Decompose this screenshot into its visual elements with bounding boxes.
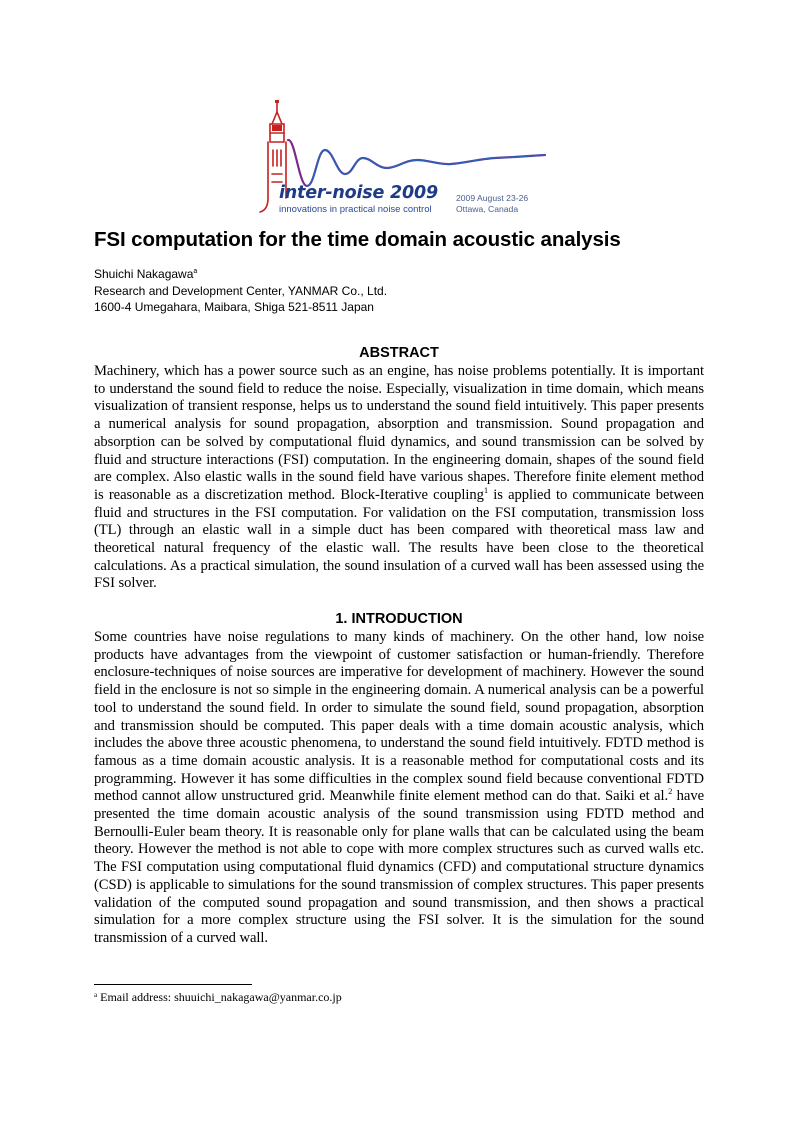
reference-2: 2 — [668, 786, 673, 797]
abstract-text — [94, 363, 704, 593]
conference-location: Ottawa, Canada — [456, 204, 519, 214]
author-line — [94, 266, 387, 283]
author-address: 1600-4 Umegahara, Maibara, Shiga 521-8511 Japan — [94, 300, 374, 314]
author-block — [94, 266, 387, 316]
footnote — [94, 990, 342, 1005]
footnote-mark: a — [94, 991, 98, 999]
abstract-text-part-1: Machinery, which has a power source such as an engine, has noise problems potentially. It is important to understand the sound field to reduce the noise. Especially, visualization in time domain, which means visualization of transient response, helps us to understand the sound field intuitively. This paper presents a numerical analysis for sound propagation, absorption and transmission. Sound propagation and absorption can be solved by computational fluid dynamics, and sound transmission can be solved by fluid and structure interactions (FSI) computation. In the engineering domain, shapes of the sound field are complex. Also elastic walls in the sound field have various shapes. Therefore finite element method is reasonable as a discretization method. Block-Iterative coupling — [94, 363, 704, 503]
paper-title: FSI computation for the time domain acoustic analysis — [94, 228, 621, 251]
reference-1: 1 — [483, 484, 489, 495]
abstract-text-part-2: is applied to communicate between fluid and structures in the FSI computation. For validation on the FSI computation, transmission loss (TL) through an elastic wall in a simple duct has been compared with theoretical mass law and theoretical natural frequency of the elastic wall. The results have been close to the theoretical calculations. As a practical simulation, the sound insulation of a curved wall has been assessed using the FSI solver. — [94, 486, 704, 592]
author-name: Shuichi Nakagawa — [94, 267, 194, 281]
introduction-text-part-1: Some countries have noise regulations to many kinds of machinery. On the other hand, low noise products have advantages from the viewpoint of customer satisfaction or human-friendly. Therefore enclosure-techniques of noise sources are imperative for development of machinery. However the sound field in the enclosure is not so simple in the engineering domain. A numerical analysis can be a powerful tool to understand the sound field. In order to simulate the sound field, sound propagation, absorption and transmission should be computed. This paper deals with a time domain acoustic analysis, which includes the above three acoustic phenomena, to understand the sound field intuitively. FDTD method is famous as a time domain acoustic analysis. It is a reasonable method for computational costs and its programming. However it has some difficulties in the complex sound field because conventional FDTD method cannot allow unstructured grid. Meanwhile finite element method can do that. Saiki et al. — [94, 629, 704, 805]
introduction-text — [94, 629, 704, 948]
author-footnote-mark: a — [193, 268, 198, 275]
conference-date: 2009 August 23-26 — [456, 193, 529, 203]
footnote-divider — [94, 984, 252, 985]
abstract-heading: ABSTRACT — [359, 345, 439, 361]
footnote-text: Email address: shuuichi_nakagawa@yanmar.co.jp — [97, 990, 342, 1004]
logo-name: inter-noise 2009 — [279, 183, 438, 203]
conference-logo — [255, 98, 555, 220]
introduction-text-part-2: have presented the time domain acoustic analysis of the sound transmission using FDTD method and Bernoulli-Euler beam theory. It is reasonable only for plane walls that can be calculated using the beam theory. However the method is not able to cope with more complex structures such as curved walls etc. The FSI computation using computational fluid dynamics (CFD) and computational structure dynamics (CSD) is applicable to simulations for the sound transmission of complex structures. This paper presents validation of the computed sound propagation and sound transmission, and then shows a practical simulation for a more complex structure using the FSI solver. It is the simulation for the sound transmission of a curved wall. — [94, 788, 705, 946]
author-affiliation: Research and Development Center, YANMAR Co., Ltd. — [94, 283, 388, 298]
introduction-heading: 1. INTRODUCTION — [335, 611, 463, 627]
conference-date-location — [456, 193, 528, 215]
logo-tagline: innovations in practical noise control — [279, 204, 432, 215]
